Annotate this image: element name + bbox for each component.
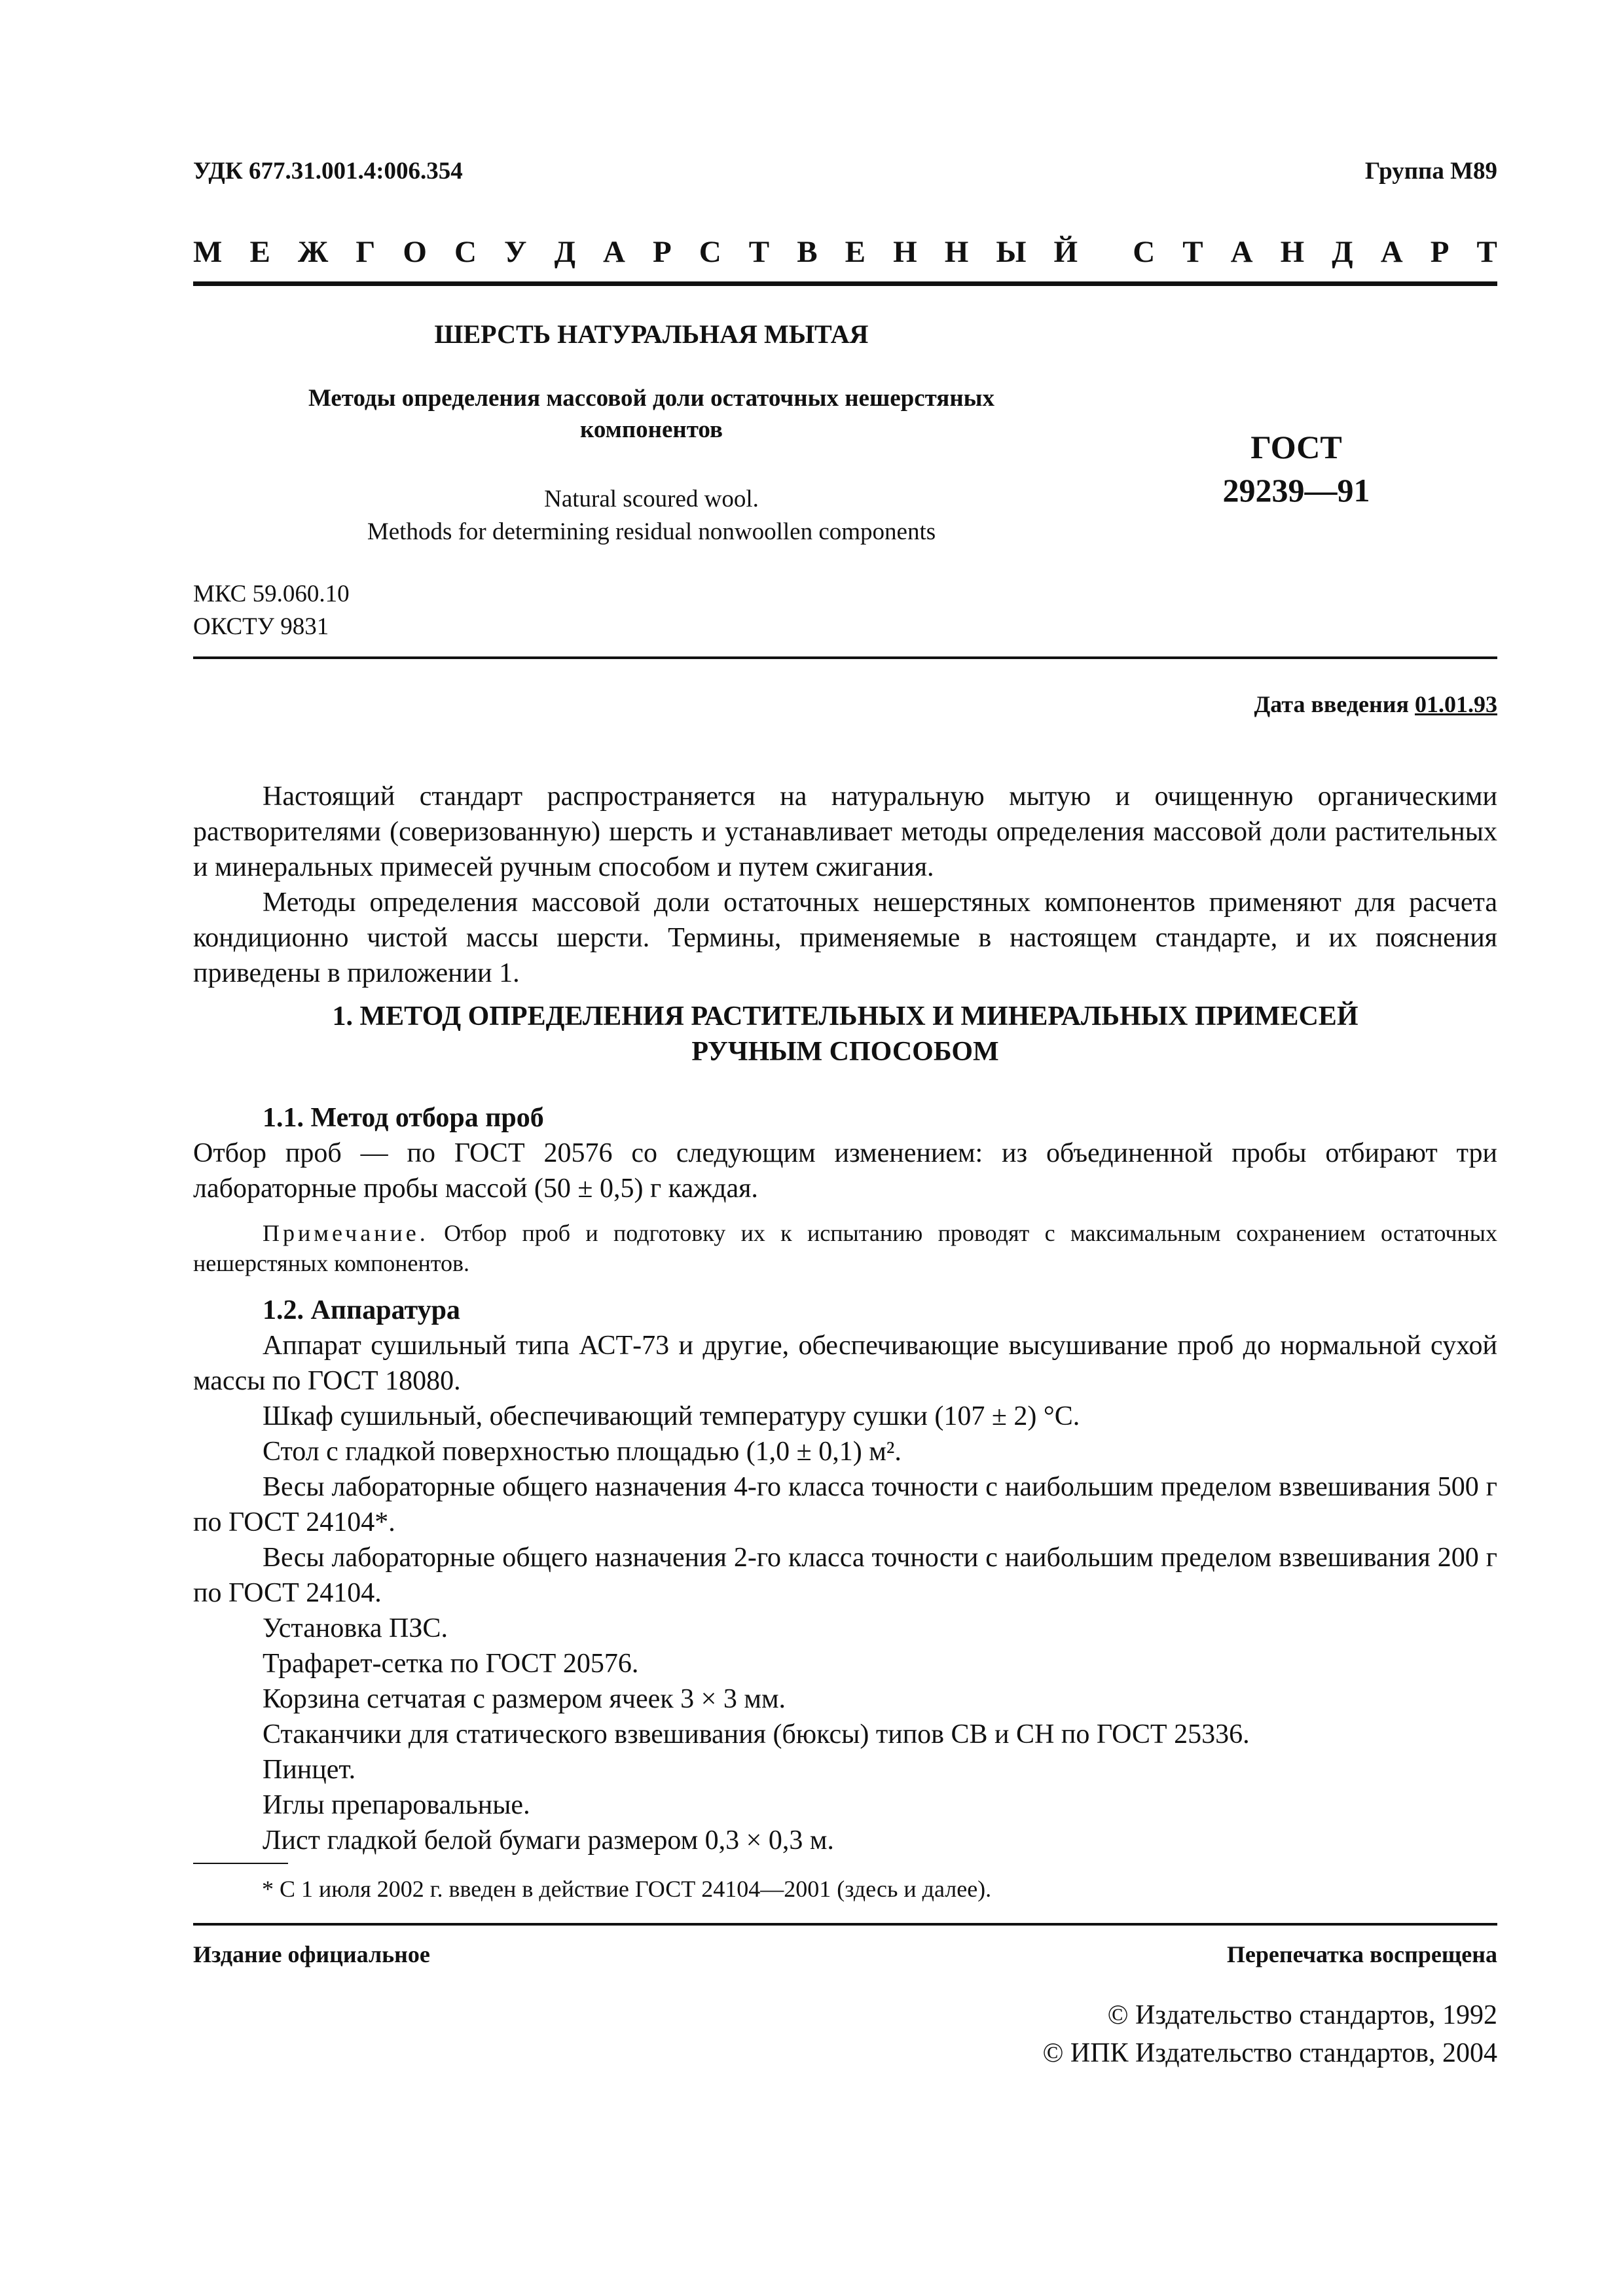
banner-letter: Д [1332, 235, 1353, 269]
reprint-prohibited: Перепечатка воспрещена [1226, 1941, 1497, 1967]
intro-paragraph: Методы определения массовой доли остаточных нешерстяных компонентов применяют для расчета кондиционно чистой массы шерсти. Термины, применяемые в настоящем стандарте, и их пояснения приведены в приложении 1. [193, 888, 1497, 988]
banner-letter: С [454, 235, 477, 269]
gost-code: 29239—91 [1222, 472, 1370, 509]
note [193, 1218, 1497, 1278]
gost-label: ГОСТ [1250, 429, 1342, 465]
mks-code: МКС 59.060.10 [193, 581, 350, 607]
equipment-item: Весы лабораторные общего назначения 4-го класса точности с наибольшим пределом взвешивания 500 г по ГОСТ 24104*. [193, 1472, 1497, 1537]
equipment-item: Установка ПЗС. [263, 1613, 448, 1643]
standard-banner [193, 232, 1497, 272]
equipment-item: Иглы препаровальные. [263, 1790, 530, 1820]
banner-letter: Н [944, 235, 969, 269]
equipment-list [193, 1328, 1497, 1858]
banner-letter: Ы [996, 235, 1027, 269]
equipment-item: Стол с гладкой поверхностью площадью (1,0 ± 0,1) м². [263, 1437, 902, 1467]
group-code: Группа М89 [1364, 158, 1497, 185]
subsection-title: 1.2. Аппаратура [263, 1295, 460, 1325]
section-heading-line: 1. МЕТОД ОПРЕДЕЛЕНИЯ РАСТИТЕЛЬНЫХ И МИНЕРАЛЬНЫХ ПРИМЕСЕЙ [332, 1001, 1359, 1031]
banner-letter: Т [1476, 235, 1497, 269]
udk-code: УДК 677.31.001.4:006.354 [193, 158, 463, 185]
document-subtitle [193, 383, 1110, 446]
document-title: ШЕРСТЬ НАТУРАЛЬНАЯ МЫТАЯ [434, 319, 869, 349]
equipment-item: Пинцет. [263, 1755, 356, 1785]
effective-date [1254, 691, 1498, 718]
banner-letter: Е [845, 235, 866, 269]
banner-letter: Е [249, 235, 270, 269]
equipment-item: Трафарет-сетка по ГОСТ 20576. [263, 1649, 639, 1679]
banner-letter: Н [893, 235, 917, 269]
banner-letter: А [1230, 235, 1253, 269]
subsection-text: Отбор проб — по ГОСТ 20576 со следующим изменением: из объединенной пробы отбирают три лабораторные пробы массой (50 ± 0,5) г каждая. [193, 1138, 1497, 1204]
okstu-code: ОКСТУ 9831 [193, 613, 329, 640]
gost-number [1185, 425, 1408, 512]
banner-letter: Т [748, 235, 770, 269]
official-edition: Издание официальное [193, 1941, 430, 1967]
equipment-item: Весы лабораторные общего назначения 2-го класса точности с наибольшим пределом взвешивания 200 г по ГОСТ 24104. [193, 1543, 1497, 1608]
banner-letter: Р [1430, 235, 1450, 269]
banner-letter: В [797, 235, 818, 269]
equipment-item: Шкаф сушильный, обеспечивающий температуру сушки (107 ± 2) °С. [263, 1401, 1080, 1431]
banner-letter: О [403, 235, 427, 269]
english-title-line: Methods for determining residual nonwoollen components [367, 518, 936, 545]
equipment-item: Лист гладкой белой бумаги размером 0,3 × 0,3 м. [263, 1825, 834, 1856]
header-rule [193, 656, 1497, 659]
note-text: Отбор проб и подготовку их к испытанию проводят с максимальным сохранением остаточных нешерстяных компонентов. [193, 1220, 1497, 1276]
banner-letter: А [1380, 235, 1403, 269]
note-label: Примечание. [263, 1220, 429, 1246]
banner-letter: Г [356, 235, 376, 269]
copyright-line: © ИПК Издательство стандартов, 2004 [1042, 2038, 1497, 2068]
banner-letter: Й [1053, 235, 1078, 269]
banner-letter: А [602, 235, 625, 269]
equipment-item: Корзина сетчатая с размером ячеек 3 × 3 мм. [263, 1684, 786, 1714]
subtitle-line: компонентов [580, 416, 723, 443]
banner-letter: Т [1182, 235, 1203, 269]
subsection-title: 1.1. Метод отбора проб [263, 1103, 544, 1133]
banner-letter: М [193, 235, 223, 269]
english-title [193, 483, 1110, 548]
classification-codes [193, 578, 350, 643]
footnote: * С 1 июля 2002 г. введен в действие ГОСТ 24104—2001 (здесь и далее). [262, 1876, 992, 1902]
effective-date-label: Дата введения [1254, 691, 1415, 717]
copyright [1042, 1996, 1497, 2072]
english-title-line: Natural scoured wool. [544, 486, 759, 512]
intro-paragraph: Настоящий стандарт распространяется на натуральную мытую и очищенную органическими растворителями (соверизованную) шерсть и устанавливает методы определения массовой доли растительных и минеральных примесей ручным способом и путем сжигания. [193, 781, 1497, 882]
banner-letter: Ж [297, 235, 329, 269]
effective-date-value: 01.01.93 [1415, 691, 1497, 717]
section-heading [193, 999, 1497, 1069]
copyright-line: © Издательство стандартов, 1992 [1107, 2000, 1497, 2030]
footnote-rule [193, 1863, 288, 1864]
banner-letter: Д [554, 235, 575, 269]
subtitle-line: Методы определения массовой доли остаточных нешерстяных [308, 385, 995, 412]
footer-rule [193, 1923, 1497, 1926]
banner-letter: У [504, 235, 527, 269]
equipment-item: Аппарат сушильный типа АСТ-73 и другие, обеспечивающие высушивание проб до нормальной сухой массы по ГОСТ 18080. [193, 1331, 1497, 1396]
subsection-1-1 [193, 1100, 1497, 1206]
banner-letter: С [1133, 235, 1156, 269]
banner-letter: С [699, 235, 721, 269]
banner-rule [193, 281, 1497, 286]
subsection-1-2 [193, 1293, 1497, 1858]
intro-text [193, 779, 1497, 991]
banner-letter: Н [1280, 235, 1305, 269]
equipment-item: Стаканчики для статического взвешивания (бюксы) типов СВ и СН по ГОСТ 25336. [263, 1719, 1250, 1749]
section-heading-line: РУЧНЫМ СПОСОБОМ [691, 1037, 999, 1067]
banner-letter: Р [653, 235, 672, 269]
